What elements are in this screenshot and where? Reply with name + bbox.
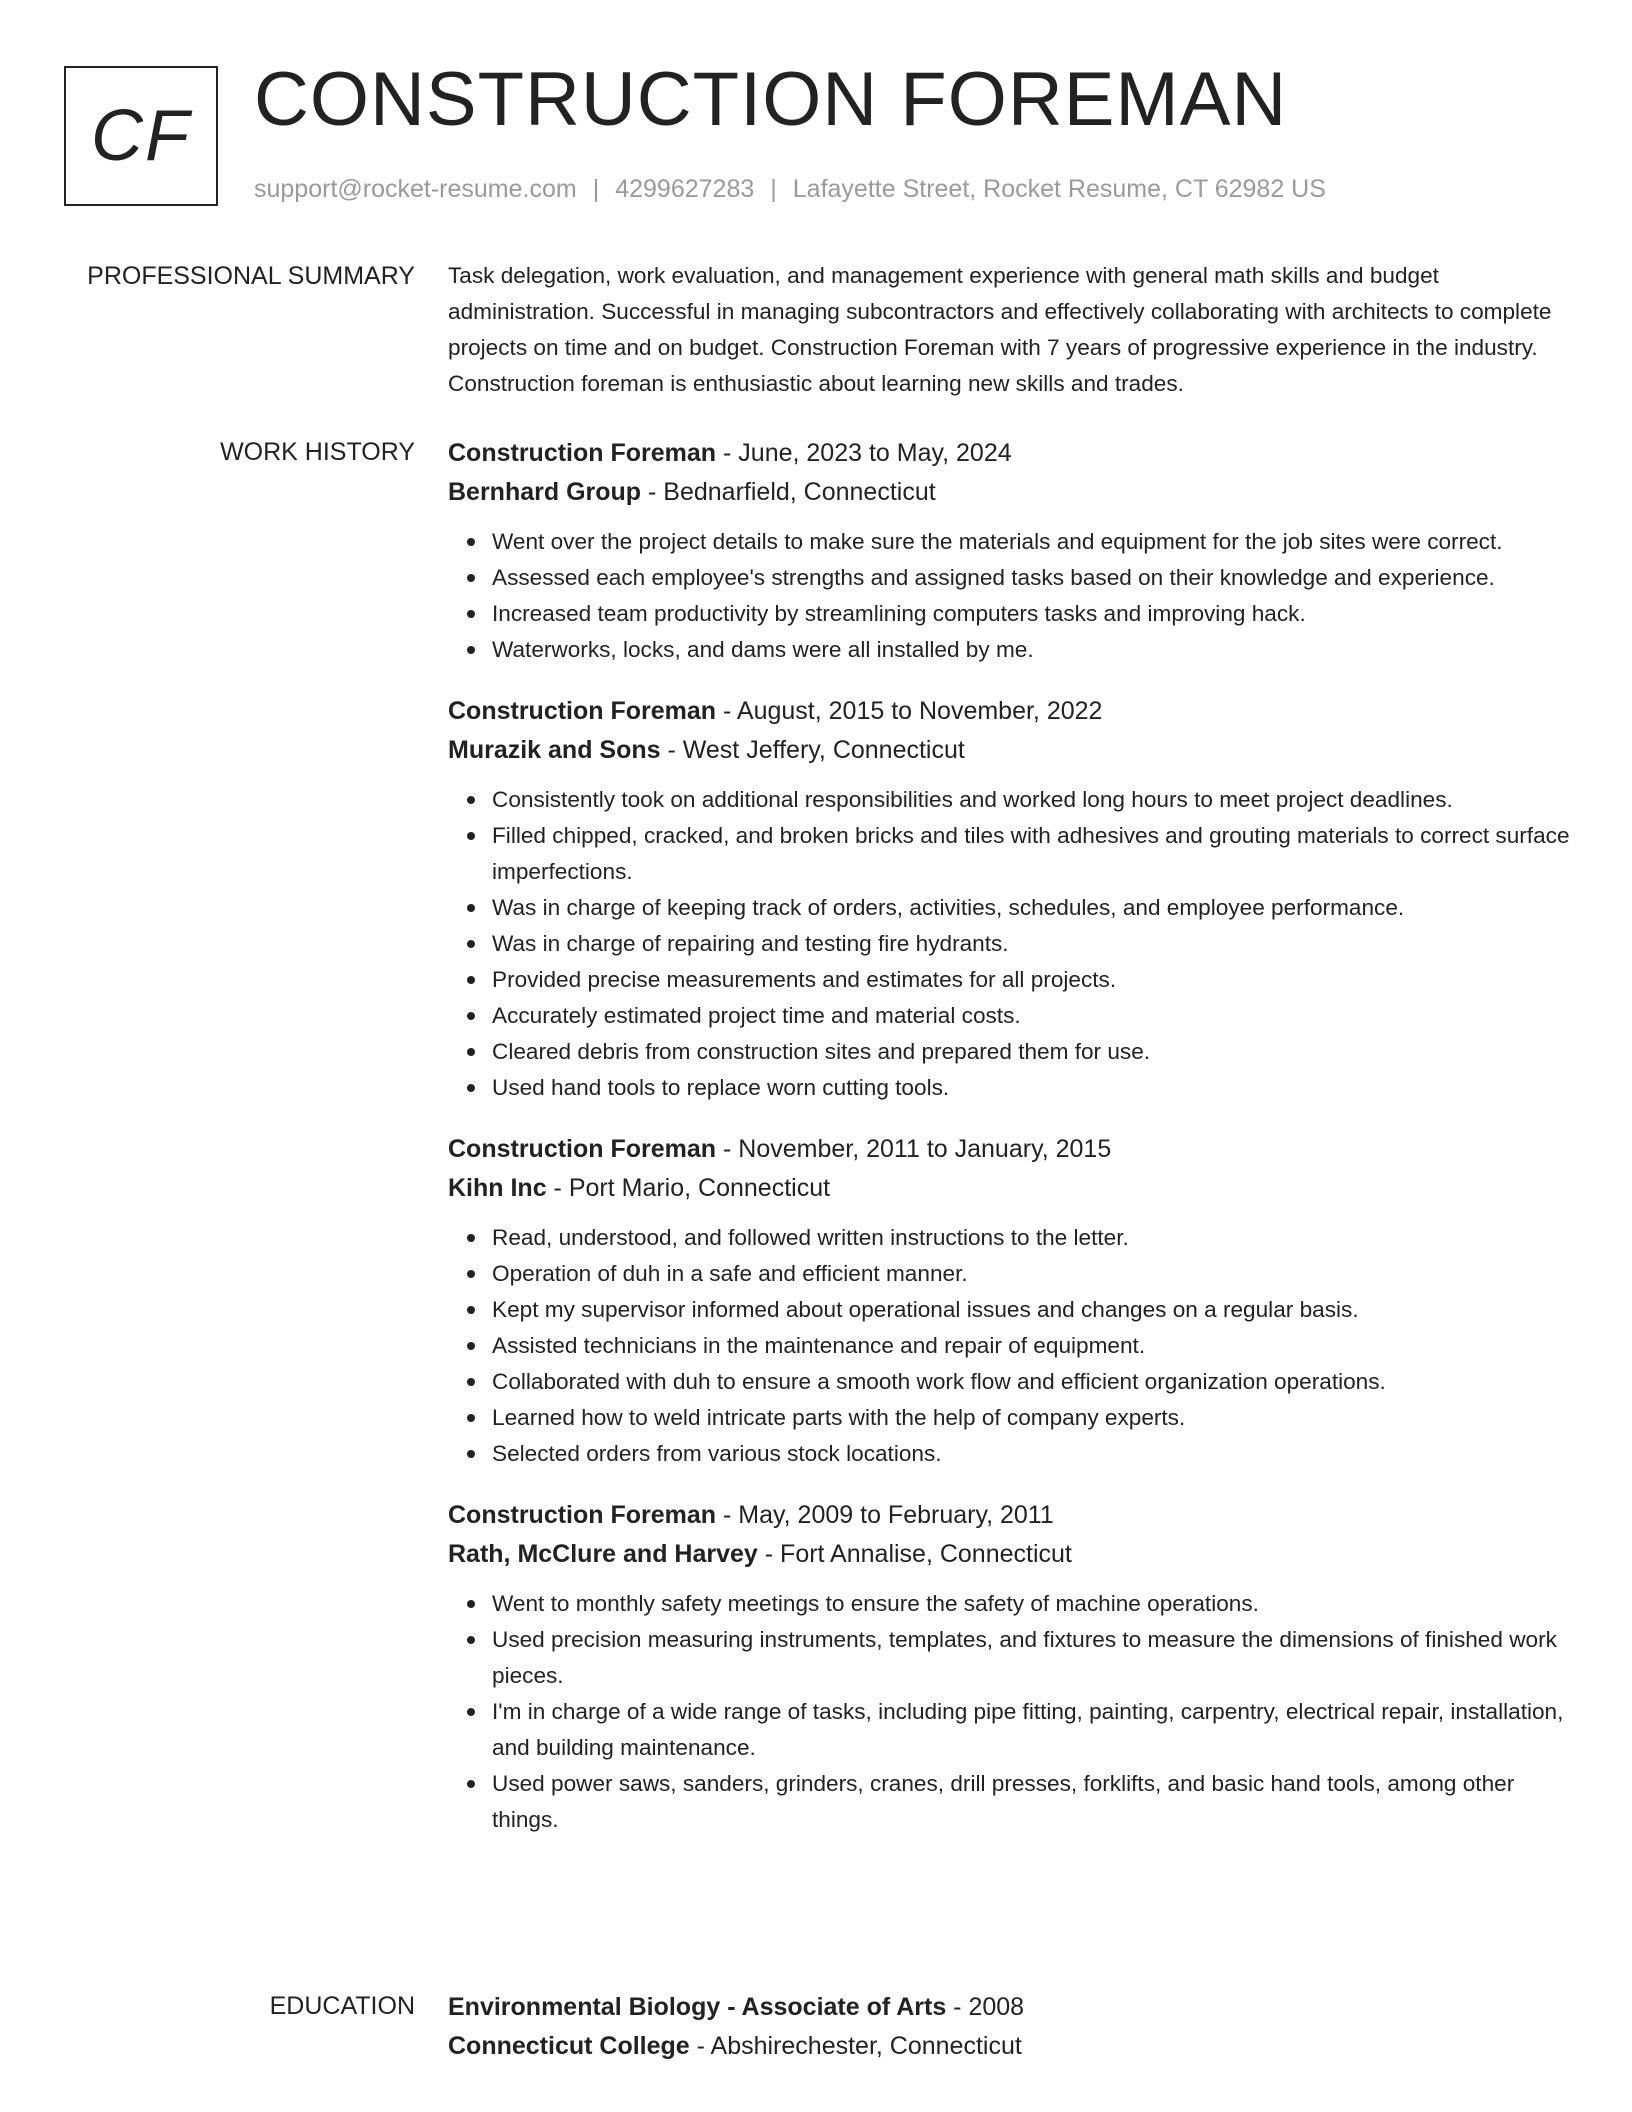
contact-address: Lafayette Street, Rocket Resume, CT 62982 US	[792, 175, 1326, 203]
education-degree-line	[448, 1988, 1570, 2027]
job-title: Construction Foreman	[448, 697, 717, 725]
job-bullet: Learned how to weld intricate parts with the help of company experts.	[492, 1400, 1570, 1436]
job-bullet: Collaborated with duh to ensure a smooth work flow and efficient organization operations.	[492, 1364, 1570, 1400]
education-degree: Environmental Biology - Associate of Arts	[448, 1993, 947, 2021]
job-bullet: Increased team productivity by streamlining computers tasks and improving hack.	[492, 596, 1570, 632]
contact-email[interactable]: support@rocket-resume.com	[254, 175, 577, 203]
contact-separator: |	[770, 175, 777, 203]
job-company-line	[448, 1169, 1570, 1208]
job-bullet: Waterworks, locks, and dams were all installed by me.	[492, 632, 1570, 668]
job-bullet: Assisted technicians in the maintenance and repair of equipment.	[492, 1328, 1570, 1364]
monogram-text: CF	[91, 96, 191, 176]
summary-text: Task delegation, work evaluation, and management experience with general math skills and budget administration. Successful in managing subcontractors and effectively collaborating with architects to complete projects on time and on budget. Construction Foreman with 7 years of progressive experience in the industry. Construction foreman is enthusiastic about learning new skills and trades.	[448, 263, 1552, 396]
education-location: - Abshirechester, Connecticut	[689, 2032, 1022, 2060]
job-title-line	[448, 1130, 1570, 1169]
job-bullet: Accurately estimated project time and material costs.	[492, 998, 1570, 1034]
job-bullet: Used precision measuring instruments, templates, and fixtures to measure the dimensions of finished work pieces.	[492, 1622, 1570, 1694]
summary-heading: PROFESSIONAL SUMMARY	[87, 262, 415, 290]
job-company: Bernhard Group	[448, 478, 642, 506]
job-dates: - June, 2023 to May, 2024	[716, 439, 1012, 467]
contact-separator: |	[592, 175, 600, 203]
job-company: Rath, McClure and Harvey	[448, 1540, 758, 1568]
summary-body	[448, 258, 1570, 402]
job-company: Kihn Inc	[448, 1174, 547, 1202]
job-bullets	[448, 1220, 1570, 1472]
job-bullet: Used power saws, sanders, grinders, cranes, drill presses, forklifts, and basic hand tools, among other things.	[492, 1766, 1570, 1838]
job-title: Construction Foreman	[448, 1501, 717, 1529]
job-dates: - November, 2011 to January, 2015	[716, 1135, 1112, 1163]
job-company-line	[448, 731, 1570, 770]
education-year: - 2008	[946, 1993, 1025, 2021]
job-bullet: Went to monthly safety meetings to ensure the safety of machine operations.	[492, 1586, 1570, 1622]
education-school-line	[448, 2027, 1570, 2066]
job-bullet: Read, understood, and followed written instructions to the letter.	[492, 1220, 1570, 1256]
job-bullet: Went over the project details to make sure the materials and equipment for the job sites were correct.	[492, 524, 1570, 560]
job-bullet: Provided precise measurements and estimates for all projects.	[492, 962, 1570, 998]
job-company-line	[448, 473, 1570, 512]
job-location: - Bednarfield, Connecticut	[641, 478, 936, 506]
job-company: Murazik and Sons	[448, 736, 661, 764]
job-entry	[448, 1496, 1570, 1838]
job-bullet: Operation of duh in a safe and efficient manner.	[492, 1256, 1570, 1292]
job-bullet: Consistently took on additional responsibilities and worked long hours to meet project deadlines.	[492, 782, 1570, 818]
job-location: - Fort Annalise, Connecticut	[757, 1540, 1072, 1568]
job-title: Construction Foreman	[448, 439, 717, 467]
job-bullet: Assessed each employee's strengths and assigned tasks based on their knowledge and experience.	[492, 560, 1570, 596]
education-heading: EDUCATION	[269, 1992, 415, 2020]
work-history-body	[448, 434, 1570, 1862]
job-title-line	[448, 1496, 1570, 1535]
job-title-line	[448, 434, 1570, 473]
education-school: Connecticut College	[448, 2032, 690, 2060]
job-bullet: Was in charge of keeping track of orders, activities, schedules, and employee performance.	[492, 890, 1570, 926]
job-bullet: I'm in charge of a wide range of tasks, including pipe fitting, painting, carpentry, electrical repair, installation, and building maintenance.	[492, 1694, 1570, 1766]
job-title-line	[448, 692, 1570, 731]
job-bullets	[448, 1586, 1570, 1838]
work-history-heading: WORK HISTORY	[220, 438, 415, 466]
job-bullet: Kept my supervisor informed about operational issues and changes on a regular basis.	[492, 1292, 1570, 1328]
job-bullets	[448, 524, 1570, 668]
job-bullet: Cleared debris from construction sites and prepared them for use.	[492, 1034, 1570, 1070]
job-entry	[448, 692, 1570, 1106]
education-body	[448, 1988, 1570, 2066]
job-location: - Port Mario, Connecticut	[546, 1174, 831, 1202]
job-bullet: Was in charge of repairing and testing fire hydrants.	[492, 926, 1570, 962]
job-bullets	[448, 782, 1570, 1106]
job-location: - West Jeffery, Connecticut	[660, 736, 965, 764]
contact-phone[interactable]: 4299627283	[615, 175, 755, 203]
contact-line	[254, 174, 1326, 204]
resume-name: CONSTRUCTION FOREMAN	[254, 57, 1288, 142]
job-title: Construction Foreman	[448, 1135, 717, 1163]
job-entry	[448, 434, 1570, 668]
job-dates: - May, 2009 to February, 2011	[716, 1501, 1054, 1529]
job-dates: - August, 2015 to November, 2022	[716, 697, 1103, 725]
job-bullet: Used hand tools to replace worn cutting tools.	[492, 1070, 1570, 1106]
job-bullet: Selected orders from various stock locations.	[492, 1436, 1570, 1472]
monogram-badge	[64, 66, 218, 206]
job-company-line	[448, 1535, 1570, 1574]
job-entry	[448, 1130, 1570, 1472]
job-bullet: Filled chipped, cracked, and broken bricks and tiles with adhesives and grouting materials to correct surface imperfections.	[492, 818, 1570, 890]
